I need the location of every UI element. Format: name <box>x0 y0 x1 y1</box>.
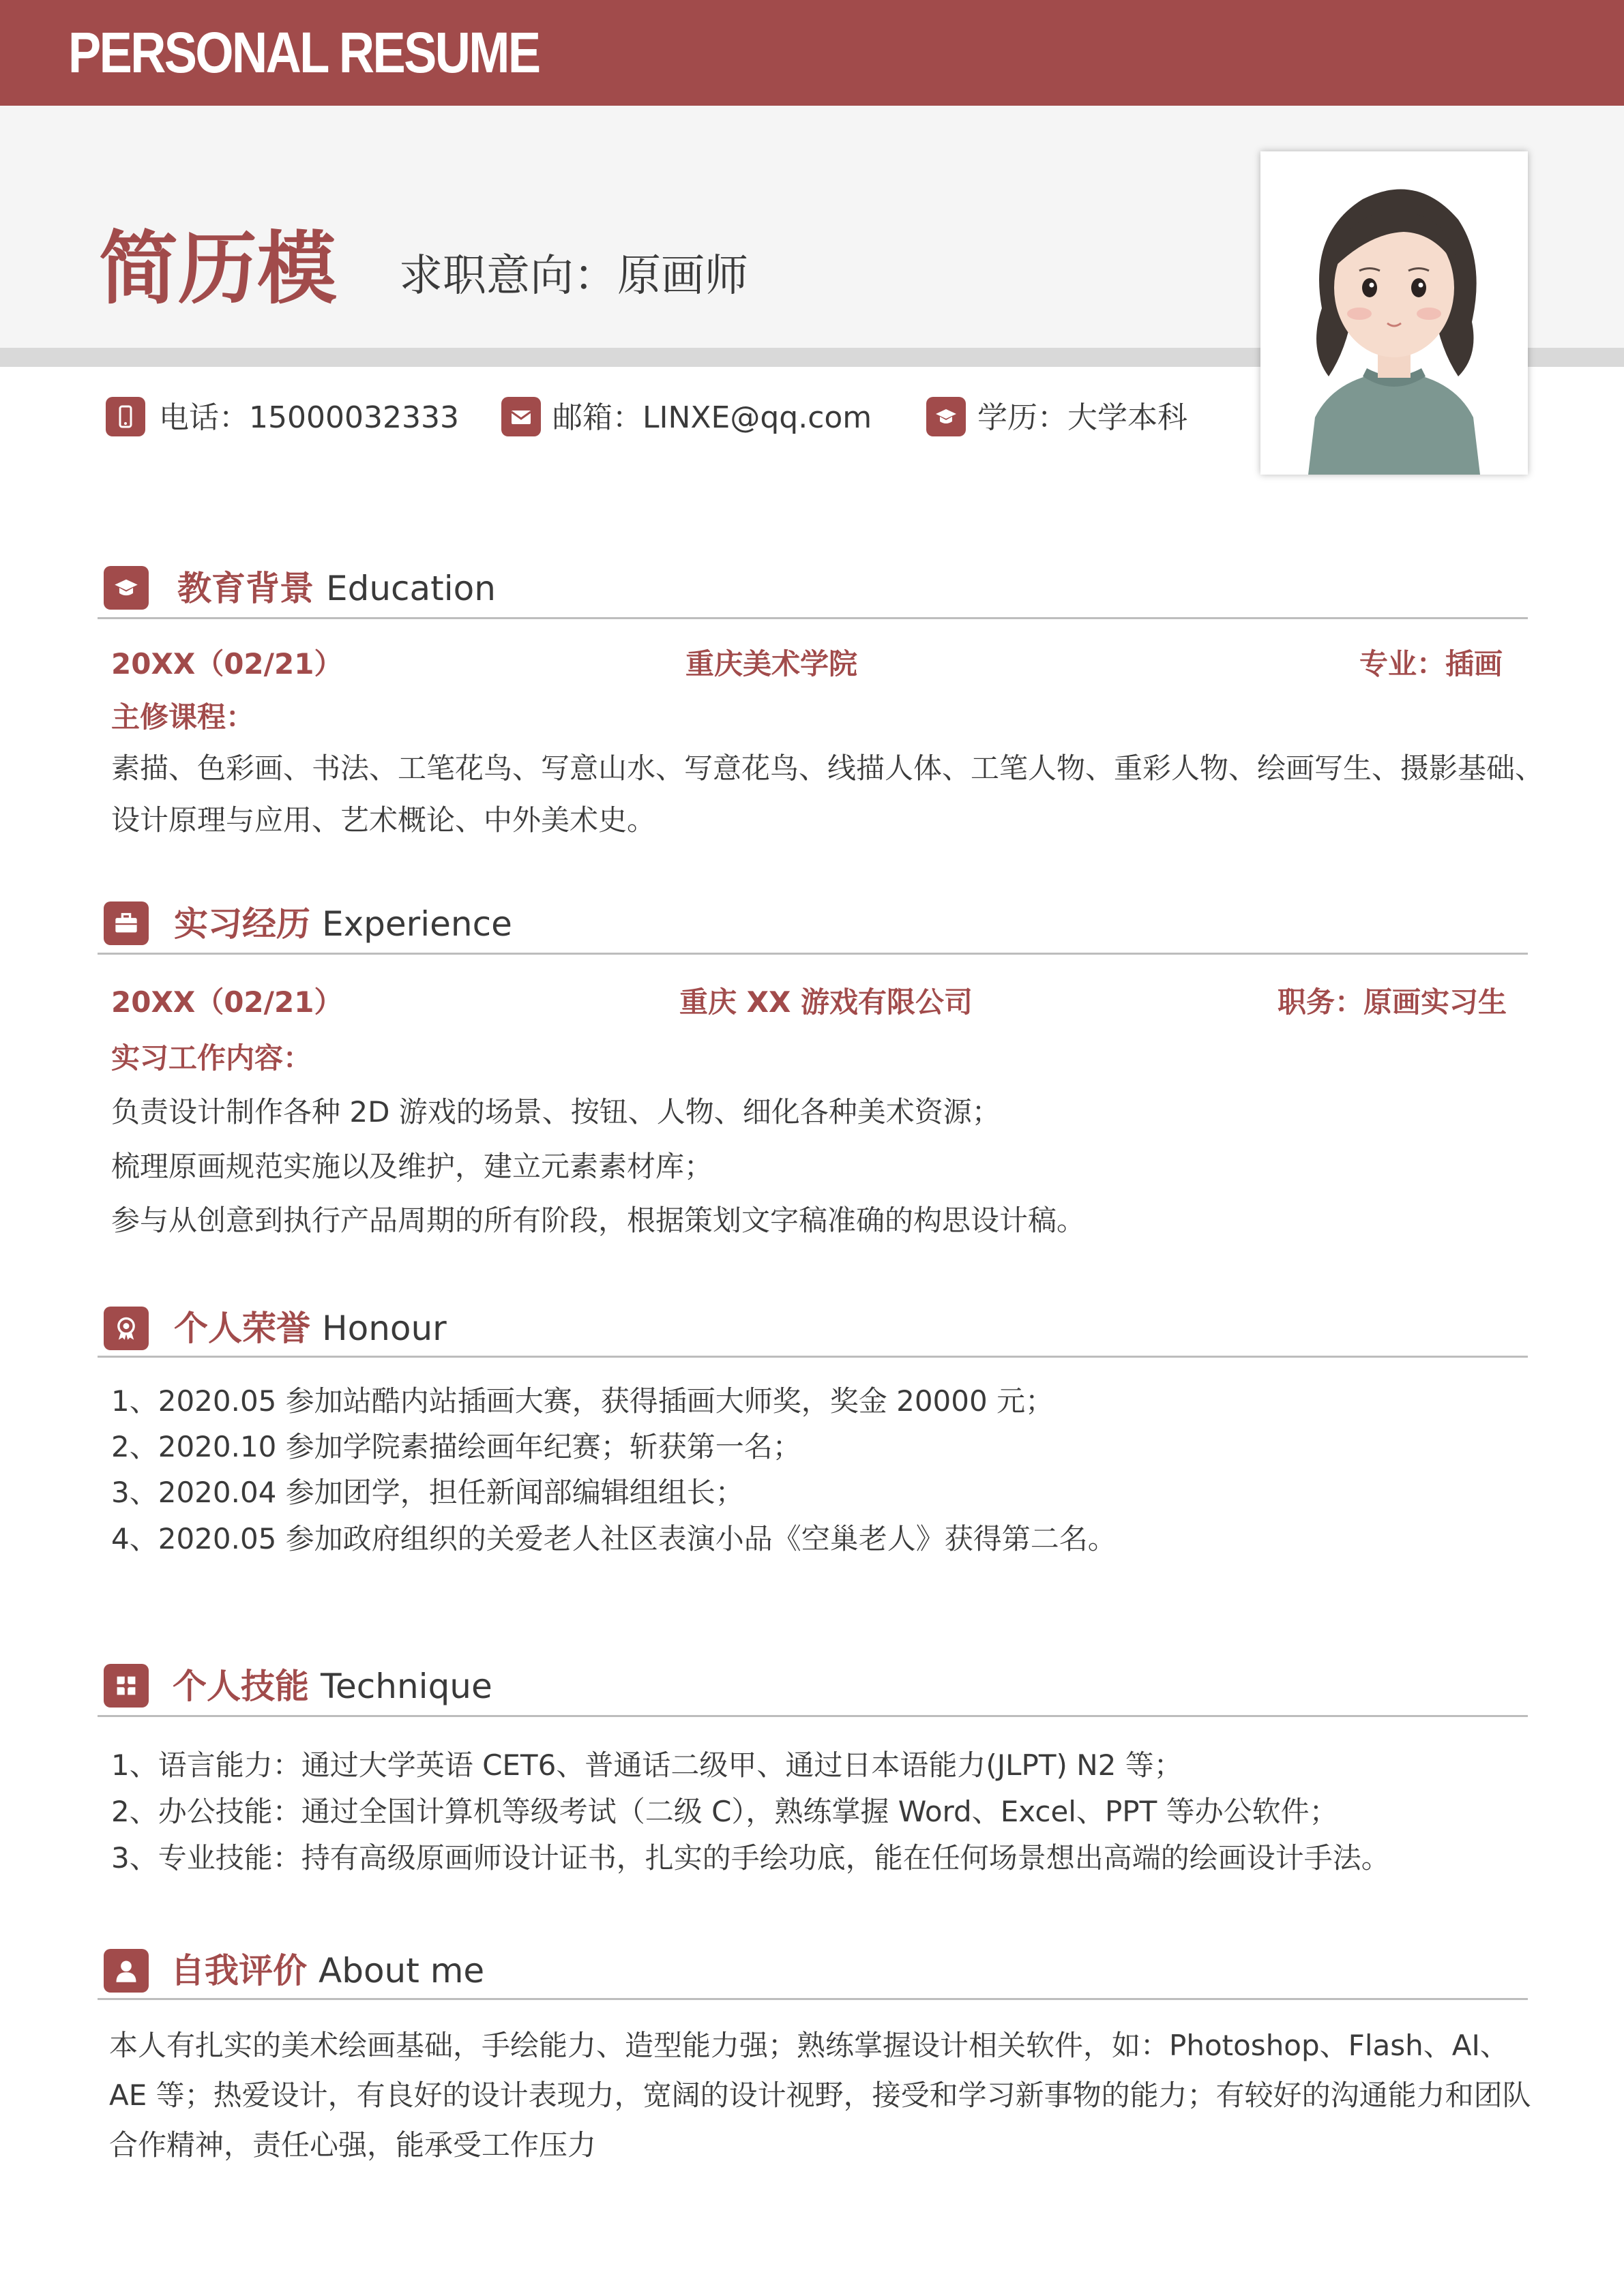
user-icon <box>104 1949 149 1993</box>
education-courses-label: 主修课程： <box>111 700 255 734</box>
contact-phone: 电话：15000032333 <box>159 400 459 435</box>
experience-position: 职务：原画实习生 <box>1278 985 1507 1019</box>
experience-company: 重庆 XX 游戏有限公司 <box>679 985 973 1019</box>
section-eng-skills: Technique <box>321 1667 492 1706</box>
job-intent: 求职意向：原画师 <box>399 251 748 301</box>
skill-item: 1、语言能力：通过大学英语 CET6、普通话二级甲、通过日本语能力(JLPT) N2 等； <box>111 1748 1183 1782</box>
section-title-about: 自我评价 <box>171 1951 307 1991</box>
section-rule <box>98 1715 1528 1717</box>
section-eng-education: Education <box>326 569 496 608</box>
graduation-cap-icon <box>104 566 149 610</box>
banner-title: PERSONAL RESUME <box>68 20 540 85</box>
section-eng-about: About me <box>319 1951 485 1991</box>
about-line: 本人有扎实的美术绘画基础，手绘能力、造型能力强；熟练掌握设计相关软件，如：Photoshop、Flash、AI、 <box>109 2029 1509 2062</box>
medal-icon <box>104 1307 149 1350</box>
section-rule <box>98 617 1528 619</box>
section-rule <box>98 953 1528 955</box>
education-courses-line: 设计原理与应用、艺术概论、中外美术史。 <box>111 803 656 837</box>
portrait-illustration <box>1260 151 1528 475</box>
education-major: 专业：插画 <box>1359 647 1503 681</box>
section-title-honour: 个人荣誉 <box>174 1309 310 1348</box>
honour-item: 4、2020.05 参加政府组织的关爱老人社区表演小品《空巢老人》获得第二名。 <box>111 1522 1117 1555</box>
experience-date: 20XX（02/21） <box>111 985 343 1019</box>
about-line: AE 等；热爱设计，有良好的设计表现力，宽阔的设计视野，接受和学习新事物的能力；有较好的沟通能力和团队 <box>109 2078 1531 2112</box>
puzzle-icon <box>104 1664 149 1708</box>
graduation-cap-icon <box>926 397 966 436</box>
section-title-experience: 实习经历 <box>174 904 310 944</box>
education-school: 重庆美术学院 <box>685 647 858 681</box>
honour-item: 2、2020.10 参加学院素描绘画年纪赛；斩获第一名； <box>111 1430 801 1463</box>
mail-icon <box>501 397 541 436</box>
briefcase-icon <box>104 901 149 945</box>
section-rule <box>98 1356 1528 1358</box>
section-rule <box>98 1998 1528 2000</box>
contact-education: 学历：大学本科 <box>977 400 1187 435</box>
education-courses-line: 素描、色彩画、书法、工笔花鸟、写意山水、写意花鸟、线描人体、工笔人物、重彩人物、绘画写生、摄影基础、 <box>111 751 1544 785</box>
section-title-skills: 个人技能 <box>173 1667 309 1706</box>
contact-email: 邮箱：LINXE@qq.com <box>552 400 872 435</box>
education-date: 20XX（02/21） <box>111 647 343 681</box>
skill-item: 3、专业技能：持有高级原画师设计证书，扎实的手绘功底，能在任何场景想出高端的绘画设计手法。 <box>111 1841 1390 1875</box>
experience-line: 负责设计制作各种 2D 游戏的场景、按钮、人物、细化各种美术资源； <box>111 1095 1001 1129</box>
honour-item: 1、2020.05 参加站酷内站插画大赛，获得插画大师奖，奖金 20000 元； <box>111 1384 1054 1418</box>
section-eng-honour: Honour <box>322 1309 447 1348</box>
profile-photo <box>1260 151 1528 475</box>
skill-item: 2、办公技能：通过全国计算机等级考试（二级 C），熟练掌握 Word、Excel、PPT 等办公软件； <box>111 1795 1338 1828</box>
about-line: 合作精神，责任心强，能承受工作压力 <box>109 2128 597 2162</box>
honour-item: 3、2020.04 参加团学，担任新闻部编辑组组长； <box>111 1476 744 1509</box>
experience-line: 参与从创意到执行产品周期的所有阶段，根据策划文字稿准确的构思设计稿。 <box>111 1204 1086 1237</box>
phone-icon <box>106 397 145 436</box>
section-title-education: 教育背景 <box>177 569 314 608</box>
candidate-name: 简历模 <box>99 223 336 315</box>
section-eng-experience: Experience <box>322 904 512 944</box>
experience-content-label: 实习工作内容： <box>111 1041 312 1075</box>
experience-line: 梳理原画规范实施以及维护，建立元素素材库； <box>111 1150 713 1183</box>
